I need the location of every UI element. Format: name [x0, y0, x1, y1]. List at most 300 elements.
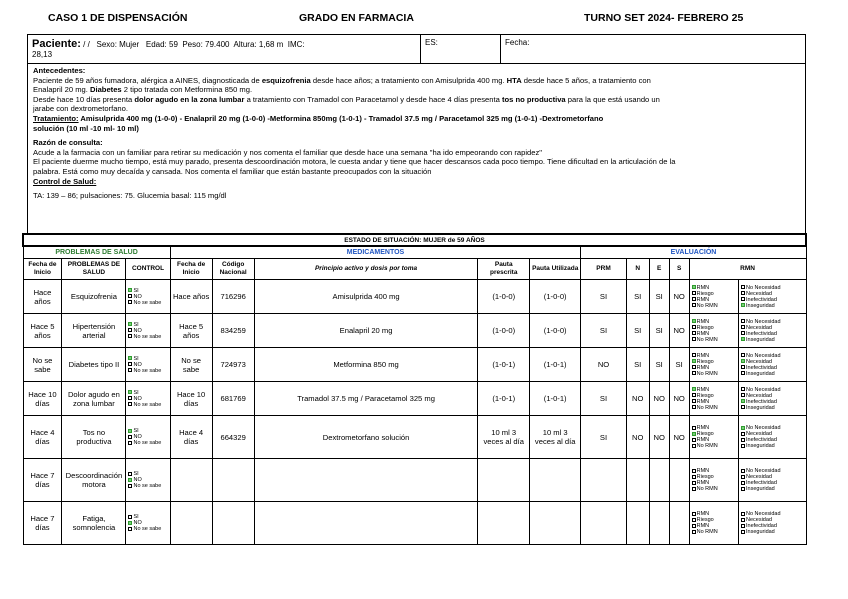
checkbox-icon[interactable] [692, 285, 696, 289]
need-option[interactable]: Inefectividad [741, 297, 804, 303]
page-header [0, 12, 848, 26]
rmn-option[interactable]: RMN [692, 468, 736, 474]
checkbox-icon[interactable] [741, 303, 745, 307]
control-option[interactable]: NO [128, 434, 167, 440]
rmn-option[interactable]: Riesgo [692, 517, 736, 523]
med-start-date: Hace 10 días [170, 382, 212, 416]
checkbox-icon[interactable] [692, 303, 696, 307]
control-option[interactable]: SI [128, 428, 167, 434]
table-title: ESTADO DE SITUACIÓN: MUJER de 59 AÑOS [23, 234, 806, 246]
col-principio: Principio activo y dosis por toma [254, 259, 478, 280]
checkbox-icon[interactable] [692, 359, 696, 363]
med-start-date [170, 459, 212, 502]
control-option[interactable]: SI [128, 322, 167, 328]
control-options [126, 502, 170, 545]
patient-height: Altura: 1,68 m [233, 40, 284, 49]
checkbox-icon[interactable] [741, 438, 745, 442]
control-option[interactable]: NO [128, 520, 167, 526]
need-option[interactable]: No Necesidad [741, 285, 804, 291]
rmn-option[interactable]: RMN [692, 331, 736, 337]
razon-line2: El paciente duerme mucho tiempo, está muy parado, presenta descoordinación motora, le cuesta andar y tiene que hacer descansos cada poco tiempo. Tiene dificultad en la articulación de la [33, 157, 676, 167]
checkbox-icon[interactable] [741, 325, 745, 329]
table-row [23, 314, 806, 348]
necesidad-value: NO [626, 382, 649, 416]
patient-imc-label: IMC: [287, 40, 305, 49]
rmn-option[interactable]: RMN [692, 480, 736, 486]
checkbox-icon[interactable] [692, 530, 696, 534]
patient-name: / / [83, 40, 90, 49]
antecedentes-line2: Enalapril 20 mg. Diabetes 2 tipo tratada con Metformina 850 mg. [33, 85, 253, 95]
rmn-options [689, 459, 738, 502]
rmn-option[interactable]: RMN [692, 523, 736, 529]
control-option[interactable]: SI [128, 356, 167, 362]
antecedentes-text: Paciente de 59 años fumadora, alérgica a AINES, diagnosticada de esquizofrenia desde hace años; a tratamiento con Amisulprida 400 mg. HTA desde hace 5 años, a tratamiento con [33, 75, 651, 85]
control-option[interactable]: No se sabe [128, 334, 167, 340]
need-option[interactable]: Inseguridad [741, 371, 804, 377]
checkbox-icon[interactable] [128, 472, 132, 476]
checkbox-icon[interactable] [741, 285, 745, 289]
situation-table [22, 233, 807, 545]
control-option[interactable]: No se sabe [128, 300, 167, 306]
need-option[interactable]: Necesidad [741, 359, 804, 365]
case-description [27, 64, 806, 234]
national-code [212, 502, 254, 545]
table-row [23, 459, 806, 502]
checkbox-icon[interactable] [741, 337, 745, 341]
fecha-label: Fecha: [505, 38, 530, 47]
tratamiento-line2: solución (10 ml -10 ml- 10 ml) [33, 123, 139, 133]
prm-value: SI [581, 416, 626, 459]
case-title: CASO 1 DE DISPENSACIÓN [48, 12, 188, 24]
control-option[interactable]: SI [128, 471, 167, 477]
need-option[interactable]: Inefectividad [741, 365, 804, 371]
need-option[interactable]: Necesidad [741, 474, 804, 480]
rmn-options [689, 502, 738, 545]
checkbox-icon[interactable] [692, 371, 696, 375]
need-options [739, 348, 807, 382]
checkbox-icon[interactable] [692, 518, 696, 522]
rmn-option[interactable]: RMN [692, 511, 736, 517]
razon-line3: palabra. Está como muy decaída y cansada. Nos comenta el familiar que están bastante preocupados con la situación [33, 166, 432, 176]
seguridad-value: SI [669, 348, 689, 382]
prescribed-dosage: (1-0-1) [478, 348, 529, 382]
checkbox-icon[interactable] [128, 478, 132, 482]
prm-value: SI [581, 382, 626, 416]
checkbox-icon[interactable] [128, 521, 132, 525]
patient-imc-value: 28,13 [32, 50, 53, 59]
rmn-options [689, 314, 738, 348]
checkbox-icon[interactable] [128, 334, 132, 338]
col-problemas: PROBLEMAS DE SALUD [62, 259, 126, 280]
need-option[interactable]: Inefectividad [741, 437, 804, 443]
rmn-options [689, 348, 738, 382]
need-options [739, 382, 807, 416]
checkbox-icon[interactable] [692, 469, 696, 473]
rmn-option[interactable]: No RMN [692, 337, 736, 343]
rmn-option[interactable]: No RMN [692, 371, 736, 377]
control-option[interactable]: SI [128, 288, 167, 294]
prescribed-dosage: 10 ml 3 veces al día [478, 416, 529, 459]
seguridad-value: NO [669, 382, 689, 416]
need-option[interactable]: Inseguridad [741, 529, 804, 535]
rmn-option[interactable]: No RMN [692, 405, 736, 411]
checkbox-icon[interactable] [128, 288, 132, 292]
rmn-option[interactable]: Riesgo [692, 474, 736, 480]
need-option[interactable]: No Necesidad [741, 425, 804, 431]
col-rmn: RMN [689, 259, 806, 280]
prescribed-dosage [478, 459, 529, 502]
prm-value: NO [581, 348, 626, 382]
control-option[interactable]: No se sabe [128, 440, 167, 446]
checkbox-icon[interactable] [741, 399, 745, 403]
es-cell [421, 35, 501, 63]
checkbox-icon[interactable] [692, 325, 696, 329]
need-option[interactable]: Inseguridad [741, 443, 804, 449]
checkbox-icon[interactable] [128, 300, 132, 304]
checkbox-icon[interactable] [128, 362, 132, 366]
checkbox-icon[interactable] [741, 444, 745, 448]
checkbox-icon[interactable] [128, 328, 132, 332]
col-n: N [626, 259, 649, 280]
es-label: ES: [425, 38, 438, 47]
necesidad-value: SI [626, 280, 649, 314]
seguridad-value [669, 459, 689, 502]
need-option[interactable]: No Necesidad [741, 353, 804, 359]
need-option[interactable]: Necesidad [741, 325, 804, 331]
checkbox-icon[interactable] [692, 524, 696, 528]
checkbox-icon[interactable] [692, 297, 696, 301]
table-row [23, 416, 806, 459]
checkbox-icon[interactable] [692, 487, 696, 491]
active-ingredient: Amisulprida 400 mg [254, 280, 478, 314]
checkbox-icon[interactable] [692, 405, 696, 409]
checkbox-icon[interactable] [741, 487, 745, 491]
checkbox-icon[interactable] [741, 331, 745, 335]
rmn-option[interactable]: Riesgo [692, 359, 736, 365]
used-dosage [529, 502, 580, 545]
col-codigo: Código Nacional [212, 259, 254, 280]
checkbox-icon[interactable] [741, 393, 745, 397]
med-start-date: No se sabe [170, 348, 212, 382]
efectividad-value: NO [649, 416, 669, 459]
checkbox-icon[interactable] [741, 518, 745, 522]
patient-weight: Peso: 79.400 [182, 40, 230, 49]
control-option[interactable]: No se sabe [128, 526, 167, 532]
control-option[interactable]: NO [128, 362, 167, 368]
seguridad-value: NO [669, 314, 689, 348]
problem-start-date: Hace 7 días [23, 502, 62, 545]
national-code: 664329 [212, 416, 254, 459]
checkbox-icon[interactable] [692, 399, 696, 403]
checkbox-icon[interactable] [741, 512, 745, 516]
active-ingredient [254, 502, 478, 545]
necesidad-value [626, 502, 649, 545]
need-options [739, 280, 807, 314]
checkbox-icon[interactable] [741, 291, 745, 295]
national-code: 834259 [212, 314, 254, 348]
patient-info-box [27, 34, 806, 64]
national-code: 724973 [212, 348, 254, 382]
seguridad-value: NO [669, 416, 689, 459]
problem-start-date: Hace 10 días [23, 382, 62, 416]
rmn-option[interactable]: RMN [692, 399, 736, 405]
control-option[interactable]: SI [128, 390, 167, 396]
national-code: 681769 [212, 382, 254, 416]
efectividad-value: SI [649, 314, 669, 348]
control-option[interactable]: No se sabe [128, 402, 167, 408]
need-options [739, 459, 807, 502]
med-start-date [170, 502, 212, 545]
efectividad-value: NO [649, 382, 669, 416]
rmn-option[interactable]: Riesgo [692, 325, 736, 331]
patient-details [28, 35, 421, 63]
need-option[interactable]: Necesidad [741, 517, 804, 523]
prescribed-dosage [478, 502, 529, 545]
tratamiento: Tratamiento: Amisulprida 400 mg (1-0-0) - Enalapril 20 mg (1-0-0) -Metformina 850mg (1-0-1) - Tramadol 37.5 mg / Paracetamol 325 mg (1-0-1) -Dextrometorfano [33, 113, 604, 123]
checkbox-icon[interactable] [692, 438, 696, 442]
col-fecha: Fecha de Inicio [23, 259, 62, 280]
checkbox-icon[interactable] [128, 396, 132, 400]
problem-name: Descoordinación motora [62, 459, 126, 502]
rmn-option[interactable]: RMN [692, 285, 736, 291]
checkbox-icon[interactable] [692, 353, 696, 357]
rmn-option[interactable]: No RMN [692, 529, 736, 535]
used-dosage: (1-0-0) [529, 314, 580, 348]
med-start-date: Hace 4 días [170, 416, 212, 459]
checkbox-icon[interactable] [128, 322, 132, 326]
section-medications: MEDICAMENTOS [170, 246, 581, 259]
necesidad-value: NO [626, 416, 649, 459]
problem-name: Diabetes tipo II [62, 348, 126, 382]
checkbox-icon[interactable] [692, 475, 696, 479]
active-ingredient: Dextrometorfano solución [254, 416, 478, 459]
med-start-date: Hace años [170, 280, 212, 314]
control-option[interactable]: No se sabe [128, 483, 167, 489]
rmn-option[interactable]: RMN [692, 425, 736, 431]
control-text: TA: 139 – 86; pulsaciones: 75. Glucemia basal: 115 mg/dl [33, 191, 227, 201]
active-ingredient [254, 459, 478, 502]
col-pauta-prescrita: Pauta prescrita [478, 259, 529, 280]
checkbox-icon[interactable] [692, 387, 696, 391]
checkbox-icon[interactable] [692, 444, 696, 448]
need-option[interactable]: No Necesidad [741, 511, 804, 517]
checkbox-icon[interactable] [692, 291, 696, 295]
rmn-option[interactable]: Riesgo [692, 393, 736, 399]
prm-value [581, 502, 626, 545]
need-option[interactable]: Inefectividad [741, 523, 804, 529]
problem-start-date: Hace 5 años [23, 314, 62, 348]
checkbox-icon[interactable] [128, 484, 132, 488]
rmn-options [689, 416, 738, 459]
prm-value [581, 459, 626, 502]
control-option[interactable]: NO [128, 294, 167, 300]
table-body [23, 280, 806, 545]
national-code [212, 459, 254, 502]
control-options [126, 314, 170, 348]
rmn-option[interactable]: RMN [692, 353, 736, 359]
rmn-option[interactable]: Riesgo [692, 431, 736, 437]
checkbox-icon[interactable] [692, 337, 696, 341]
need-options [739, 314, 807, 348]
prescribed-dosage: (1-0-0) [478, 314, 529, 348]
need-option[interactable]: Inefectividad [741, 480, 804, 486]
need-option[interactable]: Necesidad [741, 291, 804, 297]
problem-name: Hipertensión arterial [62, 314, 126, 348]
need-option[interactable]: Inseguridad [741, 486, 804, 492]
checkbox-icon[interactable] [128, 356, 132, 360]
checkbox-icon[interactable] [741, 353, 745, 357]
need-options [739, 416, 807, 459]
patient-label: Paciente: [32, 38, 81, 50]
control-option[interactable]: NO [128, 328, 167, 334]
checkbox-icon[interactable] [128, 429, 132, 433]
checkbox-icon[interactable] [741, 481, 745, 485]
need-option[interactable]: No Necesidad [741, 387, 804, 393]
problem-start-date: Hace años [23, 280, 62, 314]
antecedentes-title: Antecedentes: [33, 66, 86, 75]
checkbox-icon[interactable] [692, 331, 696, 335]
section-evaluation: EVALUACIÓN [581, 246, 806, 259]
need-option[interactable]: Inseguridad [741, 405, 804, 411]
fecha-cell [501, 35, 805, 63]
necesidad-value [626, 459, 649, 502]
prm-value: SI [581, 314, 626, 348]
checkbox-icon[interactable] [128, 527, 132, 531]
need-option[interactable]: No Necesidad [741, 319, 804, 325]
seguridad-value [669, 502, 689, 545]
control-option[interactable]: NO [128, 477, 167, 483]
checkbox-icon[interactable] [741, 524, 745, 528]
section-problems: PROBLEMAS DE SALUD [23, 246, 170, 259]
rmn-option[interactable]: No RMN [692, 486, 736, 492]
problem-name: Esquizofrenia [62, 280, 126, 314]
razon-line1: Acude a la farmacia con un familiar para retirar su medicación y nos comenta el familiar que desde hace una semana "ha ido empeorando con rapidez" [33, 147, 542, 157]
problem-start-date: Hace 4 días [23, 416, 62, 459]
problem-name: Fatiga, somnolencia [62, 502, 126, 545]
checkbox-icon[interactable] [741, 405, 745, 409]
control-option[interactable]: No se sabe [128, 368, 167, 374]
checkbox-icon[interactable] [741, 387, 745, 391]
control-option[interactable]: SI [128, 514, 167, 520]
need-option[interactable]: Necesidad [741, 431, 804, 437]
rmn-option[interactable]: RMN [692, 365, 736, 371]
checkbox-icon[interactable] [741, 371, 745, 375]
table-row [23, 280, 806, 314]
checkbox-icon[interactable] [692, 365, 696, 369]
col-pauta-utilizada: Pauta Utilizada [529, 259, 580, 280]
rmn-options [689, 280, 738, 314]
need-options [739, 502, 807, 545]
checkbox-icon[interactable] [128, 515, 132, 519]
rmn-option[interactable]: Riesgo [692, 291, 736, 297]
rmn-option[interactable]: No RMN [692, 303, 736, 309]
col-fecha-med: Fecha de Inicio [170, 259, 212, 280]
efectividad-value: SI [649, 348, 669, 382]
rmn-option[interactable]: RMN [692, 387, 736, 393]
table-row [23, 382, 806, 416]
checkbox-icon[interactable] [128, 402, 132, 406]
checkbox-icon[interactable] [128, 368, 132, 372]
control-options [126, 416, 170, 459]
seguridad-value: NO [669, 280, 689, 314]
checkbox-icon[interactable] [741, 469, 745, 473]
control-options [126, 459, 170, 502]
checkbox-icon[interactable] [692, 426, 696, 430]
rmn-option[interactable]: No RMN [692, 443, 736, 449]
checkbox-icon[interactable] [692, 512, 696, 516]
checkbox-icon[interactable] [741, 365, 745, 369]
rmn-option[interactable]: RMN [692, 297, 736, 303]
checkbox-icon[interactable] [692, 432, 696, 436]
rmn-option[interactable]: RMN [692, 437, 736, 443]
efectividad-value [649, 502, 669, 545]
checkbox-icon[interactable] [692, 393, 696, 397]
prescribed-dosage: (1-0-1) [478, 382, 529, 416]
col-s: S [669, 259, 689, 280]
med-start-date: Hace 5 años [170, 314, 212, 348]
national-code: 716296 [212, 280, 254, 314]
rmn-options [689, 382, 738, 416]
checkbox-icon[interactable] [741, 432, 745, 436]
prescribed-dosage: (1-0-0) [478, 280, 529, 314]
active-ingredient: Metformina 850 mg [254, 348, 478, 382]
checkbox-icon[interactable] [741, 530, 745, 534]
necesidad-value: SI [626, 348, 649, 382]
need-option[interactable]: Inseguridad [741, 303, 804, 309]
checkbox-icon[interactable] [741, 359, 745, 363]
checkbox-icon[interactable] [128, 435, 132, 439]
checkbox-icon[interactable] [128, 390, 132, 394]
col-prm: PRM [581, 259, 626, 280]
checkbox-icon[interactable] [741, 319, 745, 323]
used-dosage: 10 ml 3 veces al día [529, 416, 580, 459]
col-control: CONTROL [126, 259, 170, 280]
active-ingredient: Tramadol 37.5 mg / Paracetamol 325 mg [254, 382, 478, 416]
term-title: TURNO SET 2024- FEBRERO 25 [584, 12, 744, 24]
active-ingredient: Enalapril 20 mg [254, 314, 478, 348]
checkbox-icon[interactable] [692, 481, 696, 485]
efectividad-value [649, 459, 669, 502]
control-option[interactable]: NO [128, 396, 167, 402]
need-option[interactable]: Inefectividad [741, 331, 804, 337]
problem-start-date: No se sabe [23, 348, 62, 382]
problem-name: Dolor agudo en zona lumbar [62, 382, 126, 416]
degree-title: GRADO EN FARMACIA [299, 12, 414, 24]
checkbox-icon[interactable] [741, 297, 745, 301]
necesidad-value: SI [626, 314, 649, 348]
need-option[interactable]: Inseguridad [741, 337, 804, 343]
used-dosage: (1-0-1) [529, 348, 580, 382]
checkbox-icon[interactable] [128, 294, 132, 298]
control-title: Control de Salud: [33, 176, 97, 186]
razon-title: Razón de consulta: [33, 138, 103, 148]
need-option[interactable]: Inefectividad [741, 399, 804, 405]
antecedentes-line4: jarabe con dextrometorfano. [33, 104, 128, 114]
need-option[interactable]: No Necesidad [741, 468, 804, 474]
checkbox-icon[interactable] [692, 319, 696, 323]
patient-age: Edad: 59 [145, 40, 178, 49]
col-e: E [649, 259, 669, 280]
table-row [23, 348, 806, 382]
checkbox-icon[interactable] [741, 426, 745, 430]
checkbox-icon[interactable] [741, 475, 745, 479]
table-row [23, 502, 806, 545]
rmn-option[interactable]: RMN [692, 319, 736, 325]
control-options [126, 382, 170, 416]
checkbox-icon[interactable] [128, 441, 132, 445]
tratamiento-label: Tratamiento: [33, 113, 79, 123]
need-option[interactable]: Necesidad [741, 393, 804, 399]
